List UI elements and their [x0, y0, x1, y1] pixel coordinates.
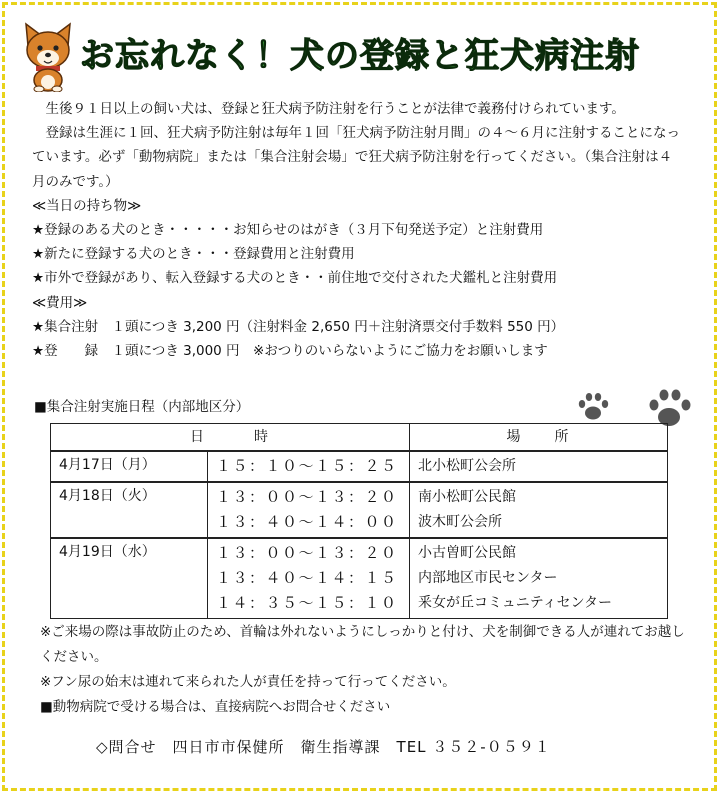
place-name: 釆女が丘コミュニティセンター	[418, 595, 613, 611]
place-cell	[410, 451, 668, 482]
time-slot: １３：４０～１４：１５	[216, 569, 398, 587]
place-name: 波木町公会所	[418, 514, 502, 530]
table-header-row	[51, 424, 668, 452]
body-text	[32, 97, 682, 363]
time-slot: １５：１０～１５：２５	[216, 457, 398, 475]
intro-paragraph: 生後９１日以上の飼い犬は、登録と狂犬病予防注射を行うことが法律で義務付けられています。	[45, 101, 625, 117]
time-slot: １３：４０～１４：００	[216, 513, 398, 531]
fee-line: ★集合注射 １頭につき 3,200 円（注射料金 2,650 円＋注射済票交付手数料 550 円）	[32, 318, 565, 335]
schedule-heading: ■集合注射実施日程（内部地区分）	[34, 399, 250, 415]
header-datetime: 日 時	[51, 424, 410, 452]
table-row	[51, 538, 668, 619]
items-heading: ≪当日の持ち物≫	[32, 197, 142, 214]
time-cell	[208, 482, 410, 538]
place-cell	[410, 538, 668, 619]
place-cell	[410, 482, 668, 538]
note-line: ※フン尿の始末は連れて来られた人が責任を持って行ってください。	[40, 674, 456, 690]
header-place: 場 所	[410, 424, 668, 452]
time-slot: １３：００～１３：２０	[216, 544, 398, 562]
note-line: ■動物病院で受ける場合は、直接病院へお問合せください	[40, 699, 391, 715]
note-line: ※ご来場の際は事故防止のため、首輪は外れないようにしっかりと付け、犬を制御できる人が連れてお越しください。	[40, 624, 685, 665]
fee-line: ★登 録 １頭につき 3,000 円 ※おつりのいらないようにご協力をお願いします	[32, 343, 548, 360]
time-slot: １３：００～１３：２０	[216, 488, 398, 506]
schedule-table	[50, 423, 668, 619]
page-title: お忘れなく！犬の登録と狂犬病注射	[80, 36, 640, 76]
date-cell: 4月19日（水）	[51, 538, 208, 619]
item-line: ★市外で登録があり、転入登録する犬のとき・・前住地で交付された犬鑑札と注射費用	[32, 270, 558, 287]
item-line: ★新たに登録する犬のとき・・・登録費用と注射費用	[32, 246, 355, 263]
item-line: ★登録のある犬のとき・・・・・お知らせのはがき（３月下旬発送予定）と注射費用	[32, 222, 544, 239]
contact-info: ◇問合せ 四日市市保健所 衛生指導課 TEL ３５２-０５９１	[96, 738, 551, 756]
time-slot: １４：３５～１５：１０	[216, 594, 398, 612]
time-cell	[208, 451, 410, 482]
table-row	[51, 482, 668, 538]
date-cell: 4月17日（月）	[51, 451, 208, 482]
table-row	[51, 451, 668, 482]
place-name: 北小松町公会所	[418, 458, 516, 474]
place-name: 内部地区市民センター	[418, 570, 558, 586]
place-name: 小古曽町公民館	[418, 545, 516, 561]
intro-paragraph: 登録は生涯に１回、狂犬病予防注射は毎年１回「狂犬病予防注射月間」の４～６月に注射することになっています。必ず「動物病院」または「集合注射会場」で狂犬病予防注射を行ってください。（集合注射は４月のみです。）	[32, 125, 680, 190]
date-cell: 4月18日（火）	[51, 482, 208, 538]
notes	[40, 620, 690, 720]
time-cell	[208, 538, 410, 619]
dog-mascot-icon	[20, 20, 76, 92]
fee-heading: ≪費用≫	[32, 294, 88, 311]
place-name: 南小松町公民館	[418, 489, 516, 505]
